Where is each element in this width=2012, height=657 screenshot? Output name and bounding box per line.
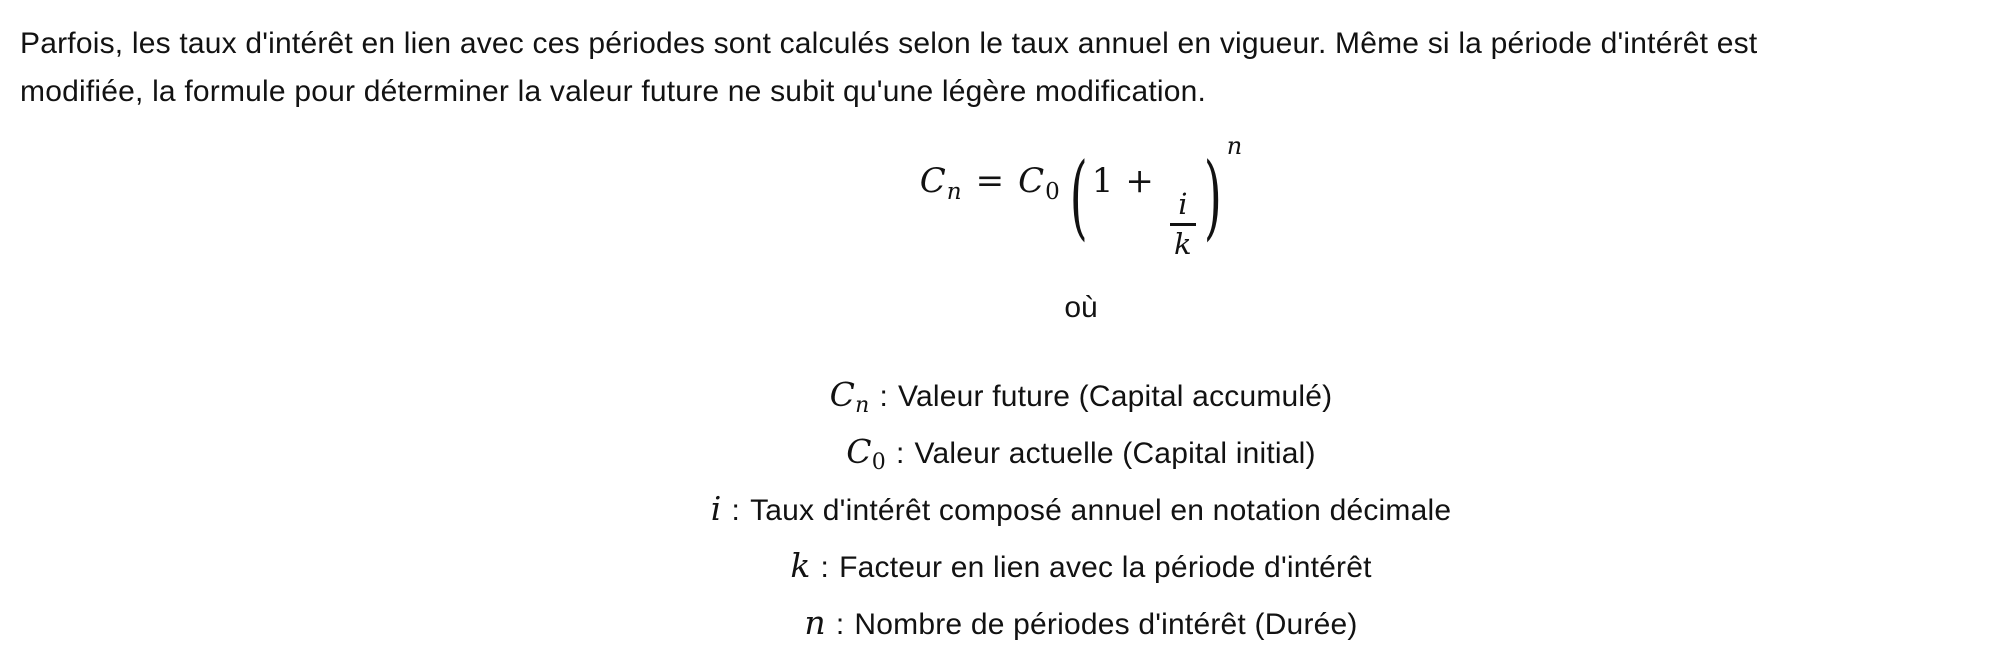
definition-cn-description: Valeur future (Capital accumulé): [898, 380, 1333, 413]
definition-c0-symbol: C: [846, 432, 872, 471]
intro-paragraph: [0, 0, 2012, 116]
definition-c0-subscript: 0: [871, 450, 886, 475]
definition-k-description: Facteur en lien avec la période d'intérêt: [839, 551, 1372, 584]
compound-interest-formula: [920, 132, 1243, 260]
definition-colon: :: [835, 608, 845, 641]
formula-section: [0, 132, 2012, 261]
formula-lhs-subscript: n: [946, 179, 962, 205]
equals-sign: =: [975, 161, 1005, 201]
definition-i-symbol: i: [710, 489, 722, 528]
formula-base-subscript: 0: [1045, 179, 1060, 205]
fraction-numerator: i: [1178, 187, 1188, 221]
fraction-i-over-k: [1170, 189, 1196, 260]
plus-sign: +: [1125, 161, 1154, 201]
intro-paragraph-line-1: Parfois, les taux d'intérêt en lien avec ces périodes sont calculés selon le taux annuel en vigueur. Même si la période d'intérêt est: [20, 27, 1758, 60]
definition-i-description: Taux d'intérêt composé annuel en notation décimale: [750, 494, 1452, 527]
formula-base-symbol: C: [1018, 161, 1045, 201]
definition-colon: :: [731, 494, 741, 527]
where-label: où: [1064, 291, 1098, 324]
definitions-list: [0, 372, 2012, 657]
intro-paragraph-line-2: modifiée, la formule pour déterminer la valeur future ne subit qu'une légère modification.: [20, 75, 1207, 108]
definition-k-symbol: k: [790, 546, 811, 585]
close-paren: ): [1203, 142, 1222, 250]
definition-n-symbol: n: [804, 603, 826, 642]
formula-one: 1: [1091, 161, 1114, 201]
fraction-denominator: k: [1174, 227, 1192, 261]
definition-colon: :: [879, 380, 888, 413]
definition-cn-subscript: n: [855, 393, 870, 418]
definition-n: [150, 600, 2012, 657]
definition-colon: :: [895, 437, 905, 470]
definition-cn-symbol: C: [829, 375, 856, 414]
formula-lhs-symbol: C: [919, 161, 946, 201]
definition-c0-description: Valeur actuelle (Capital initial): [914, 437, 1316, 470]
fraction-bar: [1170, 223, 1196, 226]
definition-k: [150, 543, 2012, 600]
open-paren: (: [1069, 142, 1088, 250]
definition-cn: [150, 372, 2012, 429]
definition-colon: :: [820, 551, 830, 584]
definition-i: [150, 486, 2012, 543]
definition-n-description: Nombre de périodes d'intérêt (Durée): [854, 608, 1358, 641]
formula-exponent: n: [1226, 132, 1243, 160]
definition-c0: [150, 429, 2012, 486]
